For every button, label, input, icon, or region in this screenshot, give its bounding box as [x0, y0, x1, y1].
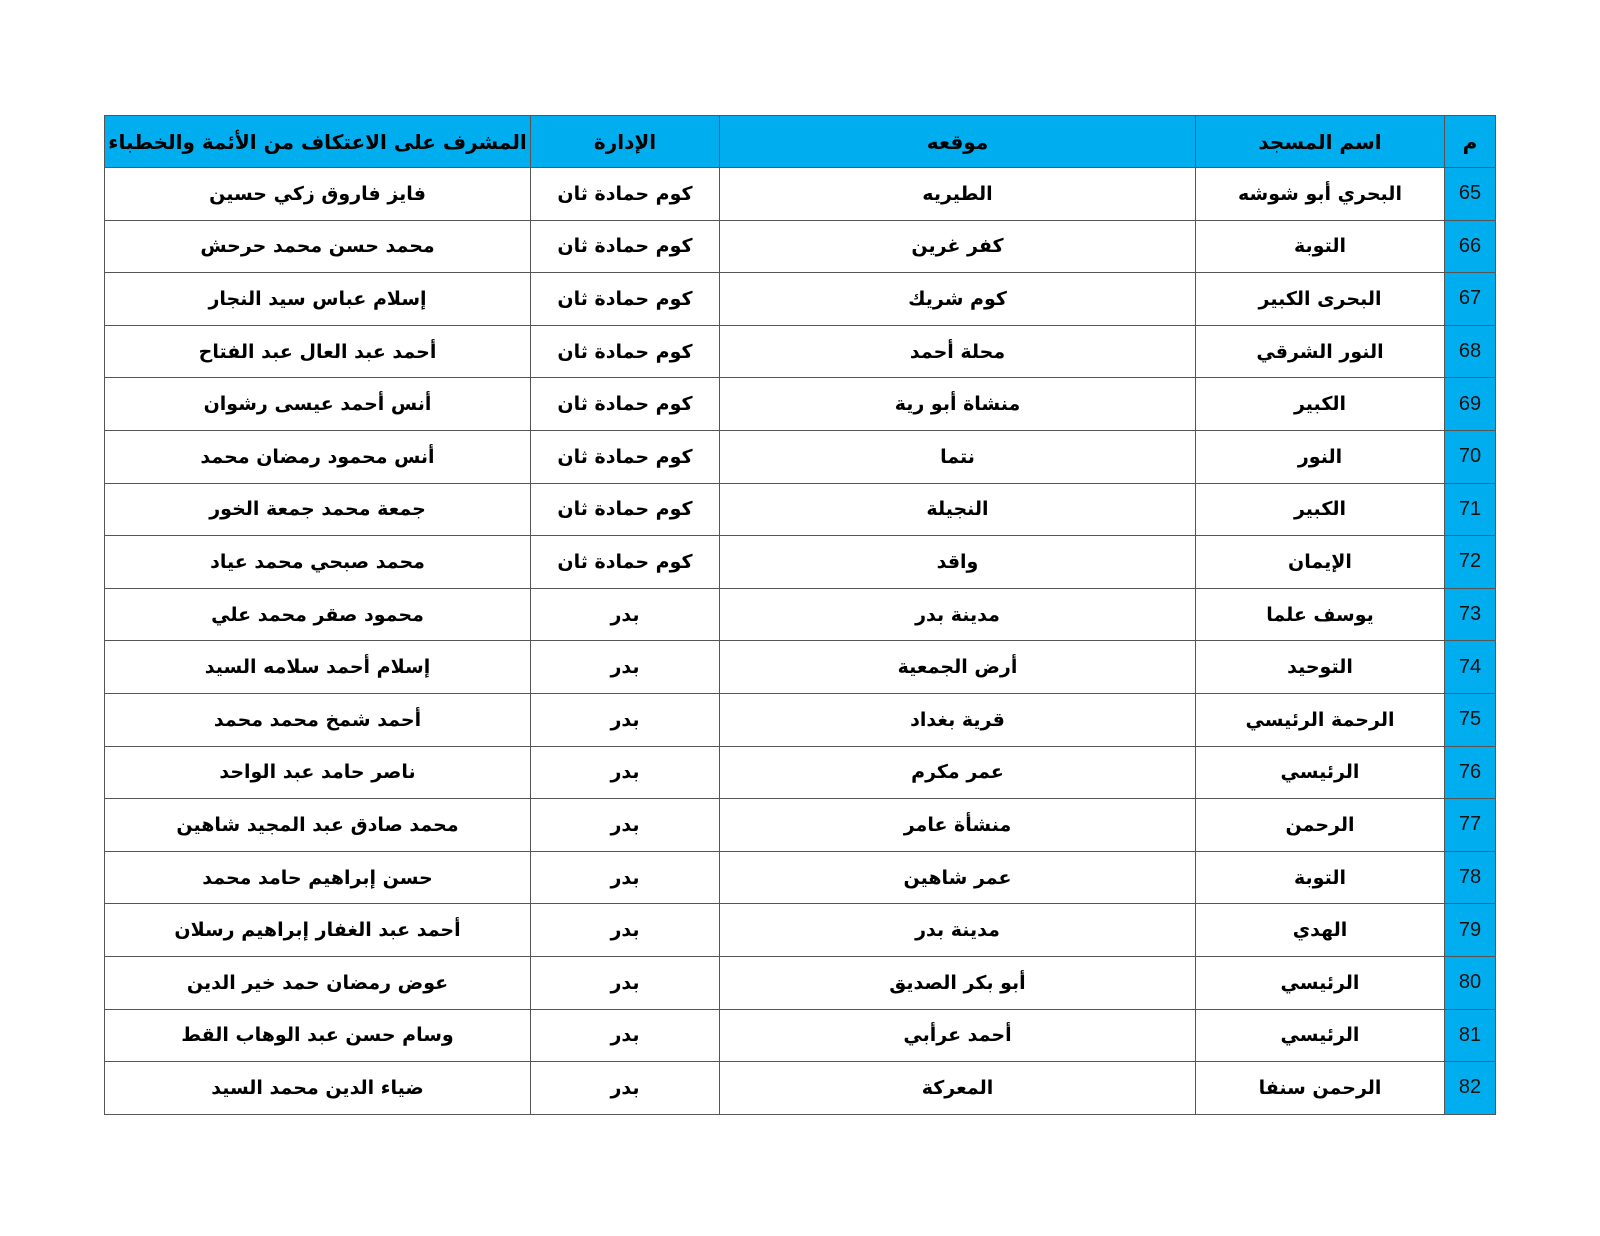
- row-number-cell: 78: [1445, 851, 1496, 904]
- row-number-cell: 71: [1445, 483, 1496, 536]
- table-row: [105, 746, 1496, 799]
- administration-cell: بدر: [531, 588, 720, 641]
- supervisor-cell: محمد صادق عبد المجيد شاهين: [105, 799, 531, 852]
- row-number-cell: 79: [1445, 904, 1496, 957]
- mosque-name-cell: الرئيسي: [1196, 1009, 1445, 1062]
- mosque-name-cell: الكبير: [1196, 378, 1445, 431]
- location-cell: مدينة بدر: [720, 588, 1196, 641]
- table-row: [105, 536, 1496, 589]
- supervisor-cell: أنس محمود رمضان محمد: [105, 430, 531, 483]
- supervisor-cell: أحمد عبد العال عبد الفتاح: [105, 325, 531, 378]
- table-row: [105, 168, 1496, 221]
- administration-cell: كوم حمادة ثان: [531, 168, 720, 221]
- supervisor-cell: ضياء الدين محمد السيد: [105, 1062, 531, 1115]
- header-administration: الإدارة: [531, 116, 720, 168]
- administration-cell: بدر: [531, 799, 720, 852]
- location-cell: أحمد عرأبي: [720, 1009, 1196, 1062]
- location-cell: محلة أحمد: [720, 325, 1196, 378]
- administration-cell: بدر: [531, 1009, 720, 1062]
- row-number-cell: 67: [1445, 273, 1496, 326]
- location-cell: مدينة بدر: [720, 904, 1196, 957]
- mosque-name-cell: الرئيسي: [1196, 746, 1445, 799]
- location-cell: واقد: [720, 536, 1196, 589]
- row-number-cell: 77: [1445, 799, 1496, 852]
- table-body: [105, 168, 1496, 1115]
- table-row: [105, 693, 1496, 746]
- table-row: [105, 588, 1496, 641]
- table-row: [105, 483, 1496, 536]
- administration-cell: بدر: [531, 956, 720, 1009]
- supervisor-cell: ناصر حامد عبد الواحد: [105, 746, 531, 799]
- location-cell: كفر غرين: [720, 220, 1196, 273]
- mosque-name-cell: الهدي: [1196, 904, 1445, 957]
- location-cell: منشاة أبو رية: [720, 378, 1196, 431]
- header-supervisor: المشرف على الاعتكاف من الأئمة والخطباء: [105, 116, 531, 168]
- supervisor-cell: أحمد شمخ محمد محمد: [105, 693, 531, 746]
- mosque-name-cell: التوبة: [1196, 851, 1445, 904]
- supervisor-cell: فايز فاروق زكي حسين: [105, 168, 531, 221]
- location-cell: منشأة عامر: [720, 799, 1196, 852]
- row-number-cell: 81: [1445, 1009, 1496, 1062]
- table-row: [105, 1009, 1496, 1062]
- supervisor-cell: إسلام عباس سيد النجار: [105, 273, 531, 326]
- header-row: [105, 116, 1496, 168]
- table-row: [105, 273, 1496, 326]
- mosques-table: [104, 115, 1496, 1115]
- table-row: [105, 378, 1496, 431]
- location-cell: عمر شاهين: [720, 851, 1196, 904]
- row-number-cell: 66: [1445, 220, 1496, 273]
- location-cell: نتما: [720, 430, 1196, 483]
- row-number-cell: 74: [1445, 641, 1496, 694]
- administration-cell: كوم حمادة ثان: [531, 536, 720, 589]
- mosque-name-cell: التوحيد: [1196, 641, 1445, 694]
- administration-cell: كوم حمادة ثان: [531, 378, 720, 431]
- row-number-cell: 75: [1445, 693, 1496, 746]
- administration-cell: كوم حمادة ثان: [531, 483, 720, 536]
- table-row: [105, 220, 1496, 273]
- location-cell: كوم شريك: [720, 273, 1196, 326]
- location-cell: أرض الجمعية: [720, 641, 1196, 694]
- table-row: [105, 904, 1496, 957]
- table-row: [105, 956, 1496, 1009]
- table-header: [105, 116, 1496, 168]
- supervisor-cell: محمد صبحي محمد عياد: [105, 536, 531, 589]
- mosque-name-cell: الإيمان: [1196, 536, 1445, 589]
- supervisor-cell: محمود صقر محمد علي: [105, 588, 531, 641]
- mosque-name-cell: الرحمن: [1196, 799, 1445, 852]
- row-number-cell: 70: [1445, 430, 1496, 483]
- row-number-cell: 76: [1445, 746, 1496, 799]
- supervisor-cell: وسام حسن عبد الوهاب القط: [105, 1009, 531, 1062]
- administration-cell: كوم حمادة ثان: [531, 273, 720, 326]
- supervisor-cell: عوض رمضان حمد خير الدين: [105, 956, 531, 1009]
- administration-cell: بدر: [531, 641, 720, 694]
- table-row: [105, 1062, 1496, 1115]
- row-number-cell: 73: [1445, 588, 1496, 641]
- header-mosque-name: اسم المسجد: [1196, 116, 1445, 168]
- mosque-name-cell: الرحمة الرئيسي: [1196, 693, 1445, 746]
- administration-cell: كوم حمادة ثان: [531, 325, 720, 378]
- table-row: [105, 430, 1496, 483]
- mosque-name-cell: البحري أبو شوشه: [1196, 168, 1445, 221]
- row-number-cell: 80: [1445, 956, 1496, 1009]
- mosque-name-cell: الرئيسي: [1196, 956, 1445, 1009]
- row-number-cell: 72: [1445, 536, 1496, 589]
- administration-cell: بدر: [531, 746, 720, 799]
- supervisor-cell: أنس أحمد عيسى رشوان: [105, 378, 531, 431]
- administration-cell: بدر: [531, 851, 720, 904]
- mosque-name-cell: يوسف علما: [1196, 588, 1445, 641]
- mosque-name-cell: النور: [1196, 430, 1445, 483]
- row-number-cell: 68: [1445, 325, 1496, 378]
- administration-cell: بدر: [531, 693, 720, 746]
- header-num: م: [1445, 116, 1496, 168]
- table-row: [105, 641, 1496, 694]
- table-row: [105, 325, 1496, 378]
- administration-cell: كوم حمادة ثان: [531, 430, 720, 483]
- mosque-name-cell: النور الشرقي: [1196, 325, 1445, 378]
- supervisor-cell: جمعة محمد جمعة الخور: [105, 483, 531, 536]
- supervisor-cell: أحمد عبد الغفار إبراهيم رسلان: [105, 904, 531, 957]
- mosque-name-cell: البحرى الكبير: [1196, 273, 1445, 326]
- header-location: موقعه: [720, 116, 1196, 168]
- administration-cell: كوم حمادة ثان: [531, 220, 720, 273]
- mosque-name-cell: الرحمن سنفا: [1196, 1062, 1445, 1115]
- location-cell: المعركة: [720, 1062, 1196, 1115]
- mosque-name-cell: الكبير: [1196, 483, 1445, 536]
- row-number-cell: 69: [1445, 378, 1496, 431]
- row-number-cell: 65: [1445, 168, 1496, 221]
- table-row: [105, 851, 1496, 904]
- location-cell: الطيريه: [720, 168, 1196, 221]
- row-number-cell: 82: [1445, 1062, 1496, 1115]
- supervisor-cell: محمد حسن محمد حرحش: [105, 220, 531, 273]
- supervisor-cell: حسن إبراهيم حامد محمد: [105, 851, 531, 904]
- location-cell: النجيلة: [720, 483, 1196, 536]
- administration-cell: بدر: [531, 1062, 720, 1115]
- mosque-name-cell: التوبة: [1196, 220, 1445, 273]
- location-cell: قرية بغداد: [720, 693, 1196, 746]
- table-row: [105, 799, 1496, 852]
- supervisor-cell: إسلام أحمد سلامه السيد: [105, 641, 531, 694]
- location-cell: عمر مكرم: [720, 746, 1196, 799]
- administration-cell: بدر: [531, 904, 720, 957]
- location-cell: أبو بكر الصديق: [720, 956, 1196, 1009]
